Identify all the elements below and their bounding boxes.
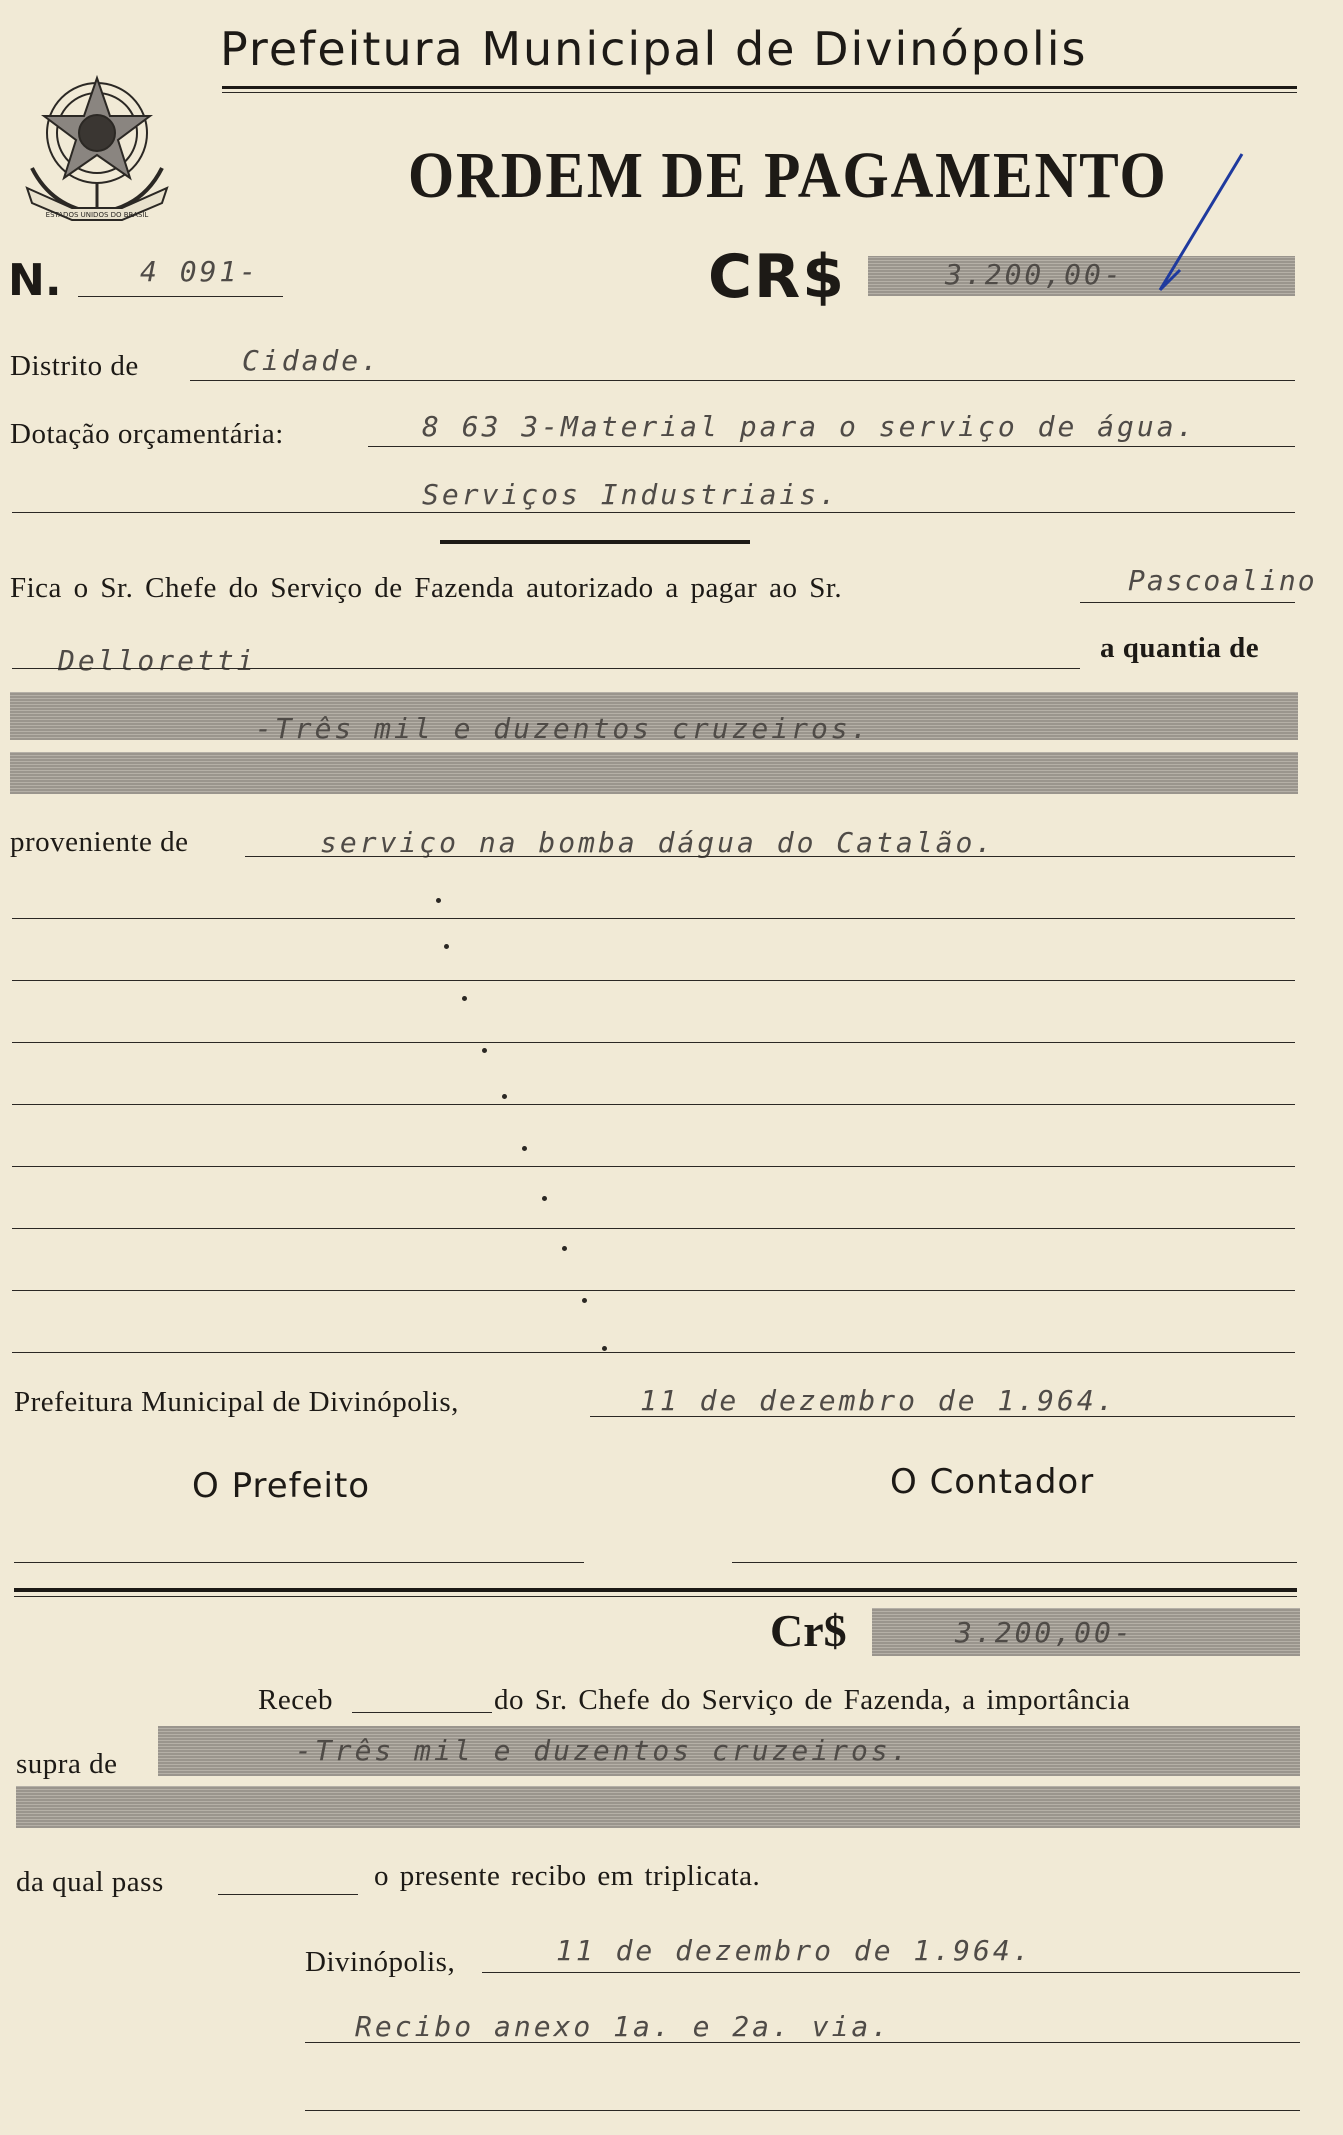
blank-line xyxy=(12,980,1295,981)
blank-line xyxy=(12,1166,1295,1167)
blank-line xyxy=(12,1352,1295,1353)
amount-words-value: -Três mil e duzentos cruzeiros. xyxy=(255,712,871,745)
section-divider xyxy=(440,540,750,544)
allocation-line2: Serviços Industriais. xyxy=(422,478,840,511)
amount-value: 3.200,00- xyxy=(945,258,1124,291)
allocation-line1: 8 63 3-Material para o serviço de água. xyxy=(422,410,1197,443)
received-text: do Sr. Chefe do Serviço de Fazenda, a importância xyxy=(494,1684,1131,1716)
filler-dot xyxy=(482,1048,487,1053)
allocation-label: Dotação orçamentária: xyxy=(10,418,284,450)
district-value: Cidade. xyxy=(242,344,382,377)
payee-line-1 xyxy=(1080,602,1295,603)
filler-dot xyxy=(582,1298,587,1303)
municipality-header: Prefeitura Municipal de Divinópolis xyxy=(220,22,1088,76)
supra-label: supra de xyxy=(16,1748,118,1780)
blank-line xyxy=(12,1042,1295,1043)
receipt-city-label: Divinópolis, xyxy=(305,1946,456,1978)
origin-label: proveniente de xyxy=(10,826,189,858)
coat-of-arms-seal xyxy=(12,58,182,233)
filler-dot xyxy=(462,996,467,1001)
filler-dot xyxy=(542,1196,547,1201)
filler-dot xyxy=(602,1346,607,1351)
svg-text:ESTADOS UNIDOS DO BRASIL: ESTADOS UNIDOS DO BRASIL xyxy=(45,211,149,219)
receipt-amount-words: -Três mil e duzentos cruzeiros. xyxy=(295,1734,911,1767)
authorization-text: Fica o Sr. Chefe do Serviço de Fazenda autorizado a pagar ao Sr. xyxy=(10,572,843,604)
currency-label: CR$ xyxy=(708,242,846,312)
blank-line xyxy=(12,918,1295,919)
mayor-signature-line xyxy=(14,1562,584,1563)
order-date: 11 de dezembro de 1.964. xyxy=(640,1384,1117,1417)
receipt-date-line xyxy=(482,1972,1300,1973)
receipt-note-line xyxy=(305,2042,1300,2043)
header-rule xyxy=(222,86,1297,89)
check-mark xyxy=(1140,150,1250,300)
filler-dot xyxy=(562,1246,567,1251)
payee-line-2 xyxy=(12,668,1080,669)
receipt-note: Recibo anexo 1a. e 2a. via. xyxy=(355,2010,892,2043)
received-prefix: Receb xyxy=(258,1684,333,1716)
payee-first-name: Pascoalino xyxy=(1128,564,1317,597)
date-line xyxy=(590,1416,1295,1417)
page-title: ORDEM DE PAGAMENTO xyxy=(408,139,1168,212)
origin-line xyxy=(245,856,1295,857)
receipt-currency-label: Cr$ xyxy=(770,1605,847,1656)
accountant-signature-line xyxy=(732,1562,1297,1563)
receipt-amount-words-box-2 xyxy=(16,1786,1300,1828)
order-number-value: 4 091- xyxy=(140,255,260,288)
district-line xyxy=(190,380,1295,381)
amount-words-box-2 xyxy=(10,752,1298,794)
pass-prefix: da qual pass xyxy=(16,1866,164,1898)
accountant-signature-label: O Contador xyxy=(890,1462,1095,1502)
filler-dot xyxy=(444,944,449,949)
receipt-amount-value: 3.200,00- xyxy=(955,1616,1134,1649)
receipt-divider xyxy=(14,1588,1297,1592)
blank-line xyxy=(12,1228,1295,1229)
pass-text: o presente recibo em triplicata. xyxy=(374,1860,761,1892)
allocation-line-2 xyxy=(12,512,1295,513)
order-number-line xyxy=(78,296,283,297)
place-label: Prefeitura Municipal de Divinópolis, xyxy=(14,1386,459,1418)
district-label: Distrito de xyxy=(10,350,139,382)
filler-dot xyxy=(436,898,441,903)
received-blank xyxy=(352,1712,492,1713)
amount-words-label: a quantia de xyxy=(1100,632,1260,664)
filler-dot xyxy=(502,1094,507,1099)
pass-blank xyxy=(218,1894,358,1895)
receipt-date: 11 de dezembro de 1.964. xyxy=(556,1934,1033,1967)
filler-dot xyxy=(522,1146,527,1151)
receipt-signature-line xyxy=(305,2110,1300,2111)
blank-line xyxy=(12,1104,1295,1105)
origin-value: serviço na bomba dágua do Catalão. xyxy=(320,826,996,859)
mayor-signature-label: O Prefeito xyxy=(192,1466,371,1506)
payee-last-name: Delloretti xyxy=(58,644,257,677)
receipt-divider-thin xyxy=(14,1596,1297,1597)
header-rule-thin xyxy=(222,92,1297,93)
allocation-line-1 xyxy=(368,446,1295,447)
blank-line xyxy=(12,1290,1295,1291)
order-number-label: N. xyxy=(8,255,62,306)
